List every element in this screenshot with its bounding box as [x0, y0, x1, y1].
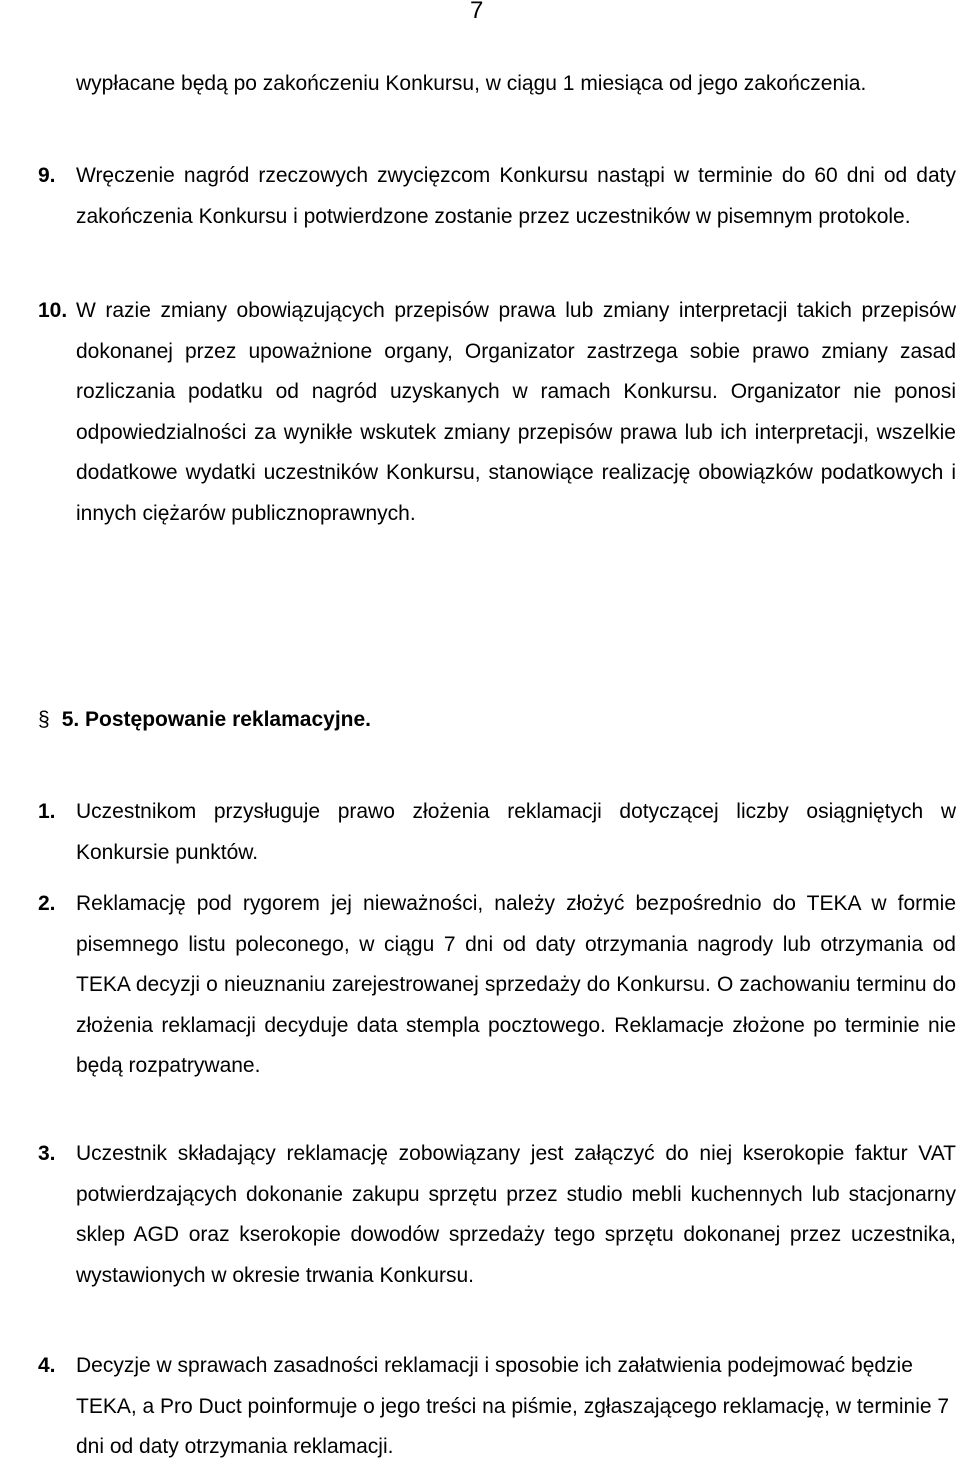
list-item-4 [38, 1346, 956, 1468]
section-sign: § [38, 708, 50, 731]
list-item-10 [38, 291, 956, 534]
page-number: 7 [470, 0, 484, 24]
list-item-text: Wręczenie nagród rzeczowych zwycięzcom Konkursu nastąpi w terminie do 60 dni od daty zakończenia Konkursu i potwierdzone zostanie przez uczestników w pisemnym protokole. [76, 164, 956, 228]
list-item-text: Uczestnik składający reklamację zobowiązany jest załączyć do niej kserokopie faktur VAT potwierdzających dokonanie zakupu sprzętu przez studio mebli kuchennych lub stacjonarny sklep AGD oraz kserokopie dowodów sprzedaży tego sprzętu dokonanej przez uczestnika, wystawionych w okresie trwania Konkursu. [76, 1142, 956, 1287]
list-item-number: 2. [38, 892, 56, 915]
list-item-2 [38, 884, 956, 1087]
list-item-9 [38, 156, 956, 237]
list-item-number: 1. [38, 800, 56, 823]
intro-paragraph [38, 64, 956, 105]
list-item-number: 9. [38, 164, 56, 187]
list-item-number: 4. [38, 1354, 56, 1377]
intro-text: wypłacane będą po zakończeniu Konkursu, w ciągu 1 miesiąca od jego zakończenia. [76, 72, 867, 95]
list-item-number: 3. [38, 1142, 56, 1165]
list-item-number: 10. [38, 299, 68, 322]
list-item-text: Reklamację pod rygorem jej nieważności, należy złożyć bezpośrednio do TEKA w formie pisemnego listu poleconego, w ciągu 7 dni od daty otrzymania nagrody lub otrzymania od TEKA decyzji o nieuznaniu zarejestrowanej sprzedaży do Konkursu. O zachowaniu terminu do złożenia reklamacji decyduje data stempla pocztowego. Reklamacje złożone po terminie nie będą rozpatrywane. [76, 892, 956, 1077]
list-item-1 [38, 792, 956, 873]
list-item-text: Decyzje w sprawach zasadności reklamacji i sposobie ich załatwienia podejmować będzie TEKA, a Pro Duct poinformuje o jego treści na piśmie, zgłaszającego reklamację, w terminie 7 dni od daty otrzymania reklamacji. [76, 1354, 950, 1458]
list-item-3 [38, 1134, 956, 1296]
list-item-text: Uczestnikom przysługuje prawo złożenia reklamacji dotyczącej liczby osiągniętych w Konkursie punktów. [76, 800, 956, 864]
section-title: 5. Postępowanie reklamacyjne. [61, 708, 371, 731]
list-item-text: W razie zmiany obowiązujących przepisów prawa lub zmiany interpretacji takich przepisów dokonanej przez upoważnione organy, Organizator zastrzega sobie prawo zmiany zasad rozliczania podatku od nagród uzyskanych w ramach Konkursu. Organizator nie ponosi odpowiedzialności za wynikłe wskutek zmiany przepisów prawa lub ich interpretacji, wszelkie dodatkowe wydatki uczestników Konkursu, stanowiące realizację obowiązków podatkowych i innych ciężarów publicznoprawnych. [76, 299, 956, 525]
section-heading [38, 700, 371, 740]
